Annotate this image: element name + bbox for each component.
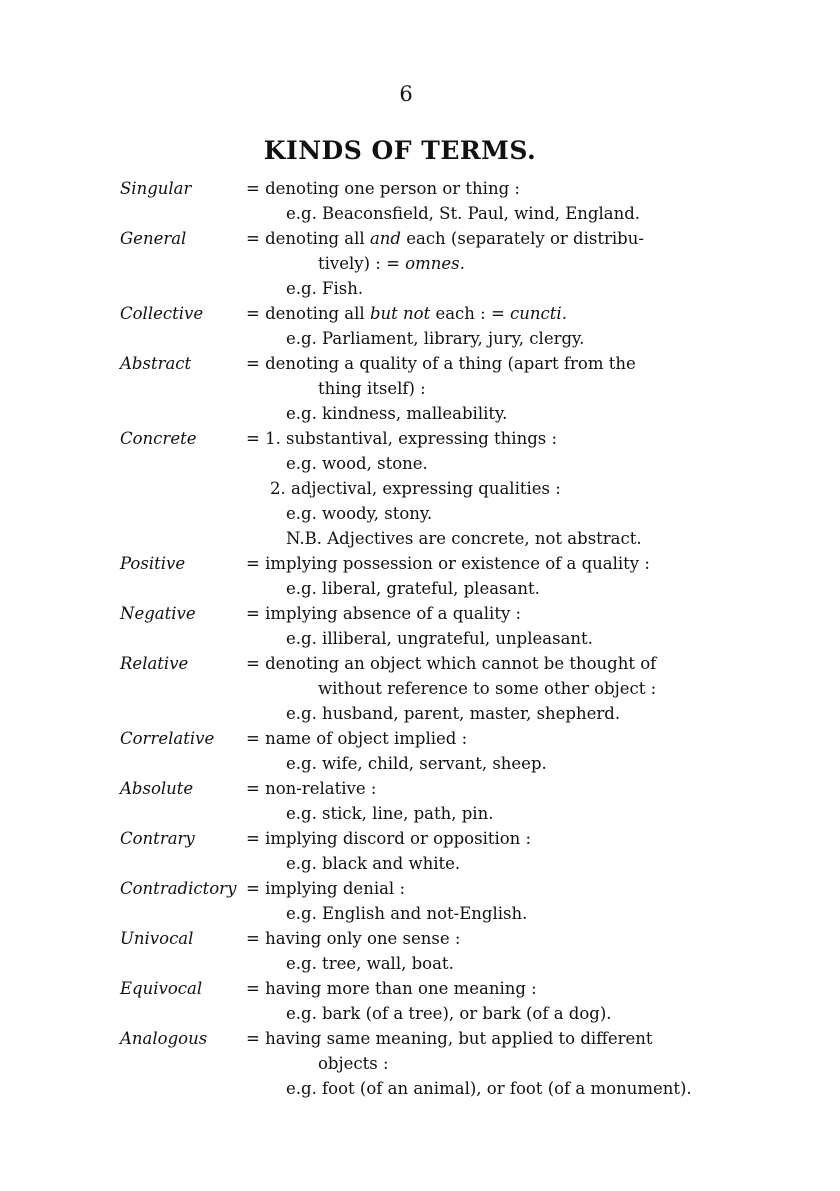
term-name: General xyxy=(120,229,187,248)
example-line: e.g. wife, child, servant, sheep. xyxy=(286,754,547,773)
term-entry xyxy=(0,876,840,926)
definition-line: = implying absence of a quality : xyxy=(246,604,522,623)
example-line: e.g. Fish. xyxy=(286,279,364,298)
term-entry xyxy=(0,601,840,651)
term-entry xyxy=(0,826,840,876)
definition-line: without reference to some other object : xyxy=(318,679,657,698)
definition-line: = 1. substantival, expressing things : xyxy=(246,429,558,448)
example-line: e.g. liberal, grateful, pleasant. xyxy=(286,579,540,598)
example-line: e.g. black and white. xyxy=(286,854,461,873)
term-entry xyxy=(0,726,840,776)
example-line: e.g. wood, stone. xyxy=(286,454,428,473)
definition-line: = denoting all and each (separately or distribu- xyxy=(246,229,644,248)
example-line: e.g. illiberal, ungrateful, unpleasant. xyxy=(286,629,593,648)
example-line: N.B. Adjectives are concrete, not abstract. xyxy=(286,529,642,548)
example-line: e.g. stick, line, path, pin. xyxy=(286,804,494,823)
example-line: e.g. tree, wall, boat. xyxy=(286,954,454,973)
term-name: Negative xyxy=(120,604,196,623)
term-entry xyxy=(0,551,840,601)
example-line: e.g. kindness, malleability. xyxy=(286,404,508,423)
definition-line: thing itself) : xyxy=(318,379,426,398)
example-line: e.g. bark (of a tree), or bark (of a dog). xyxy=(286,1004,612,1023)
definition-line: = non-relative : xyxy=(246,779,377,798)
term-entry xyxy=(0,301,840,351)
term-entry xyxy=(0,426,840,551)
term-name: Contradictory xyxy=(120,879,237,898)
definition-line: = denoting all but not each : = cuncti. xyxy=(246,304,567,323)
term-name: Equivocal xyxy=(120,979,203,998)
definition-line: objects : xyxy=(318,1054,389,1073)
term-name: Univocal xyxy=(120,929,194,948)
term-entry xyxy=(0,651,840,726)
definition-line: = denoting one person or thing : xyxy=(246,179,520,198)
definition-line: = having more than one meaning : xyxy=(246,979,537,998)
terms-list xyxy=(0,176,840,1101)
term-name: Abstract xyxy=(120,354,192,373)
term-name: Collective xyxy=(120,304,204,323)
definition-line: = implying possession or existence of a quality : xyxy=(246,554,650,573)
definition-line: = denoting a quality of a thing (apart from the xyxy=(246,354,636,373)
term-name: Absolute xyxy=(120,779,194,798)
term-entry xyxy=(0,976,840,1026)
term-entry xyxy=(0,776,840,826)
definition-line: 2. adjectival, expressing qualities : xyxy=(270,479,561,498)
term-entry xyxy=(0,351,840,426)
example-line: e.g. English and not-English. xyxy=(286,904,528,923)
definition-line: tively) : = omnes. xyxy=(318,254,465,273)
definition-line: = implying denial : xyxy=(246,879,406,898)
definition-line: = denoting an object which cannot be thought of xyxy=(246,654,657,673)
example-line: e.g. Parliament, library, jury, clergy. xyxy=(286,329,585,348)
term-name: Concrete xyxy=(120,429,197,448)
page-title: KINDS OF TERMS. xyxy=(263,136,537,165)
definition-line: = name of object implied : xyxy=(246,729,468,748)
term-name: Correlative xyxy=(120,729,215,748)
term-name: Analogous xyxy=(120,1029,208,1048)
page-number: 6 xyxy=(399,82,413,106)
term-entry xyxy=(0,176,840,226)
definition-line: = having only one sense : xyxy=(246,929,461,948)
term-name: Singular xyxy=(120,179,192,198)
example-line: e.g. husband, parent, master, shepherd. xyxy=(286,704,621,723)
term-entry xyxy=(0,926,840,976)
example-line: e.g. foot (of an animal), or foot (of a monument). xyxy=(286,1079,692,1098)
definition-line: = implying discord or opposition : xyxy=(246,829,532,848)
term-name: Positive xyxy=(120,554,186,573)
example-line: e.g. woody, stony. xyxy=(286,504,433,523)
definition-line: = having same meaning, but applied to different xyxy=(246,1029,653,1048)
term-entry xyxy=(0,226,840,301)
term-entry xyxy=(0,1026,840,1101)
example-line: e.g. Beaconsfield, St. Paul, wind, England. xyxy=(286,204,641,223)
term-name: Contrary xyxy=(120,829,195,848)
term-name: Relative xyxy=(120,654,189,673)
